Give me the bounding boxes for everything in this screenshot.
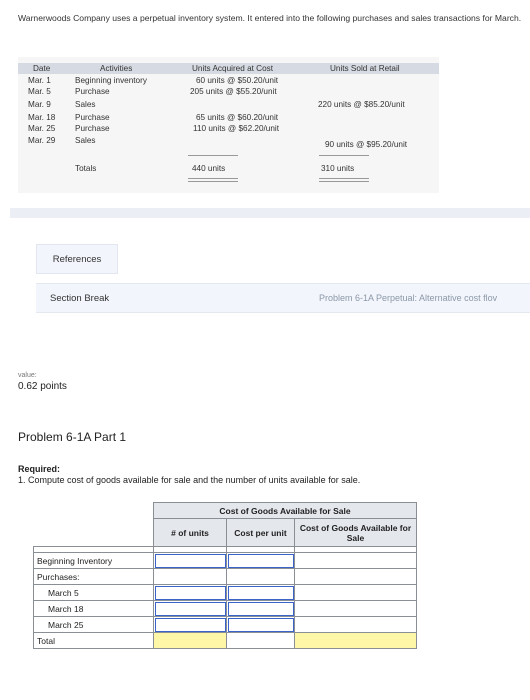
- totals-label: Totals: [75, 164, 97, 173]
- row-activity: Purchase: [75, 87, 110, 96]
- total-sold: 310 units: [321, 164, 355, 173]
- label-total: Total: [34, 633, 154, 649]
- value-points: 0.62 points: [18, 381, 67, 392]
- row-date: Mar. 9: [28, 100, 51, 109]
- row-date: Mar. 5: [28, 87, 51, 96]
- divider: [319, 178, 369, 179]
- divider: [188, 178, 238, 179]
- divider: [188, 155, 238, 156]
- row-date: Mar. 18: [28, 113, 56, 122]
- value-label: value:: [18, 372, 37, 379]
- header-units: # of units: [154, 519, 227, 547]
- divider: [319, 155, 369, 156]
- label-purchases: Purchases:: [34, 569, 154, 585]
- cost-march18-input[interactable]: [227, 601, 295, 617]
- row-acquired: 110 units @ $62.20/unit: [193, 124, 279, 133]
- required-section: [18, 464, 360, 486]
- divider: [188, 181, 238, 182]
- references-button[interactable]: References: [36, 244, 118, 274]
- row-date: Mar. 1: [28, 76, 51, 85]
- cogs-worksheet: [33, 502, 417, 649]
- required-label: Required:: [18, 464, 61, 474]
- cost-march5-input[interactable]: [227, 585, 295, 601]
- total-march5-cell: [295, 585, 417, 601]
- total-acquired: 440 units: [192, 164, 226, 173]
- units-beginning-input[interactable]: [154, 553, 227, 569]
- cogs-title: Cost of Goods Available for Sale: [154, 503, 417, 519]
- problem-reference-text: Problem 6-1A Perpetual: Alternative cost flov: [319, 293, 498, 303]
- row-acquired: 205 units @ $55.20/unit: [190, 87, 277, 96]
- row-activity: Beginning inventory: [75, 76, 147, 85]
- units-march5-input[interactable]: [154, 585, 227, 601]
- label-march-25: March 25: [34, 617, 154, 633]
- total-march25-cell: [295, 617, 417, 633]
- row-sold: 90 units @ $95.20/unit: [325, 140, 408, 149]
- row-activity: Purchase: [75, 124, 110, 133]
- problem-intro-text: Warnerwoods Company uses a perpetual inventory system. It entered into the following purchases and sales transactions for March.: [18, 13, 522, 23]
- divider: [10, 208, 530, 218]
- cost-total-cell: [295, 633, 417, 649]
- units-march25-input[interactable]: [154, 617, 227, 633]
- row-activity: Sales: [75, 136, 96, 145]
- divider: [319, 181, 369, 182]
- total-march18-cell: [295, 601, 417, 617]
- row-sold: 220 units @ $85.20/unit: [318, 100, 405, 109]
- header-units-acquired: Units Acquired at Cost: [192, 64, 274, 73]
- row-acquired: 65 units @ $60.20/unit: [196, 113, 279, 122]
- row-activity: Purchase: [75, 113, 110, 122]
- section-break-label: Section Break: [50, 293, 110, 304]
- row-date: Mar. 25: [28, 124, 56, 133]
- label-march-18: March 18: [34, 601, 154, 617]
- header-activities: Activities: [100, 64, 133, 73]
- header-cost-goods-available: Cost of Goods Available for Sale: [295, 519, 417, 547]
- part-title: Problem 6-1A Part 1: [18, 430, 127, 444]
- row-activity: Sales: [75, 100, 96, 109]
- header-cost-per-unit: Cost per unit: [227, 519, 295, 547]
- cost-beginning-input[interactable]: [227, 553, 295, 569]
- label-march-5: March 5: [34, 585, 154, 601]
- total-beginning-cell: [295, 553, 417, 569]
- header-date: Date: [33, 64, 51, 73]
- units-total-cell: [154, 633, 227, 649]
- required-text: 1. Compute cost of goods available for sale and the number of units available for sale.: [18, 475, 361, 485]
- header-units-sold: Units Sold at Retail: [330, 64, 400, 73]
- units-march18-input[interactable]: [154, 601, 227, 617]
- label-beginning-inventory: Beginning Inventory: [34, 553, 154, 569]
- row-acquired: 60 units @ $50.20/unit: [196, 76, 279, 85]
- cost-march25-input[interactable]: [227, 617, 295, 633]
- row-date: Mar. 29: [28, 136, 56, 145]
